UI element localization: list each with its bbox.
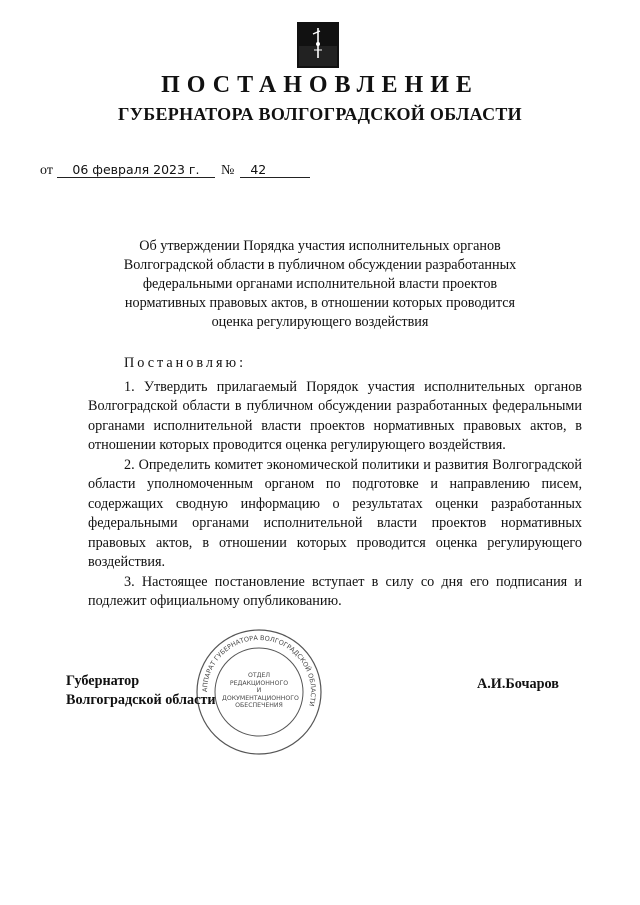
stamp-ring-path: АППАРАТ ГУБЕРНАТОРА ВОЛГОГРАДСКОЙ ОБЛАСТИ xyxy=(200,633,318,708)
stamp-line-2: РЕДАКЦИОННОГО xyxy=(229,679,289,687)
document-date: 06 февраля 2023 г. xyxy=(57,163,215,178)
document-number: 42 xyxy=(240,163,310,178)
document-subtitle: ГУБЕРНАТОРА ВОЛГОГРАДСКОЙ ОБЛАСТИ xyxy=(118,104,522,124)
document-subject: Об утверждении Порядка участия исполнительных органов Волгоградской области в публичном обсуждении разработанных федеральными органами исполнительной власти проектов нормативных правовых актов, в отношении которых проводится оценка регулирующего воздействия xyxy=(123,238,517,330)
document-body xyxy=(88,354,582,612)
signer-position xyxy=(66,672,216,710)
coat-of-arms-emblem xyxy=(297,22,339,68)
number-line xyxy=(221,163,310,179)
stamp-center-text xyxy=(222,672,299,710)
stamp-line-4: ОБЕСПЕЧЕНИЯ xyxy=(235,702,283,709)
decree-word: Постановляю: xyxy=(124,355,247,371)
signer-name: А.И.Бочаров xyxy=(477,676,559,692)
paragraph-3: 3. Настоящее постановление вступает в силу со дня его подписания и подлежит официальному опубликованию. xyxy=(88,573,582,609)
stamp-line-1: ОТДЕЛ xyxy=(247,672,271,679)
signer-position-line-1: Губернатор xyxy=(66,673,140,689)
signer-position-line-2: Волгоградской области xyxy=(66,692,216,708)
date-label: от xyxy=(40,163,53,178)
stamp-line-3: И ДОКУМЕНТАЦИОННОГО xyxy=(222,687,299,702)
paragraph-1: 1. Утвердить прилагаемый Порядок участия исполнительных органов Волгоградской области в публичном обсуждении разработанных федеральными органами исполнительной власти проектов нормативных правовых актов, в отношении которых проводится оценка регулирующего воздействия. xyxy=(88,378,582,453)
date-line xyxy=(40,163,215,179)
document-title: ПОСТАНОВЛЕНИЕ xyxy=(161,72,479,98)
number-label: № xyxy=(221,163,235,178)
paragraph-2: 2. Определить комитет экономической политики и развития Волгоградской области уполномоченным органом по подготовке и направлению писем, содержащих сводную информацию о результатах оценки разработанных федеральными органами исполнительной власти проектов нормативных правовых актов, в отношении которых проводится оценка регулирующего воздействия. xyxy=(88,456,582,570)
